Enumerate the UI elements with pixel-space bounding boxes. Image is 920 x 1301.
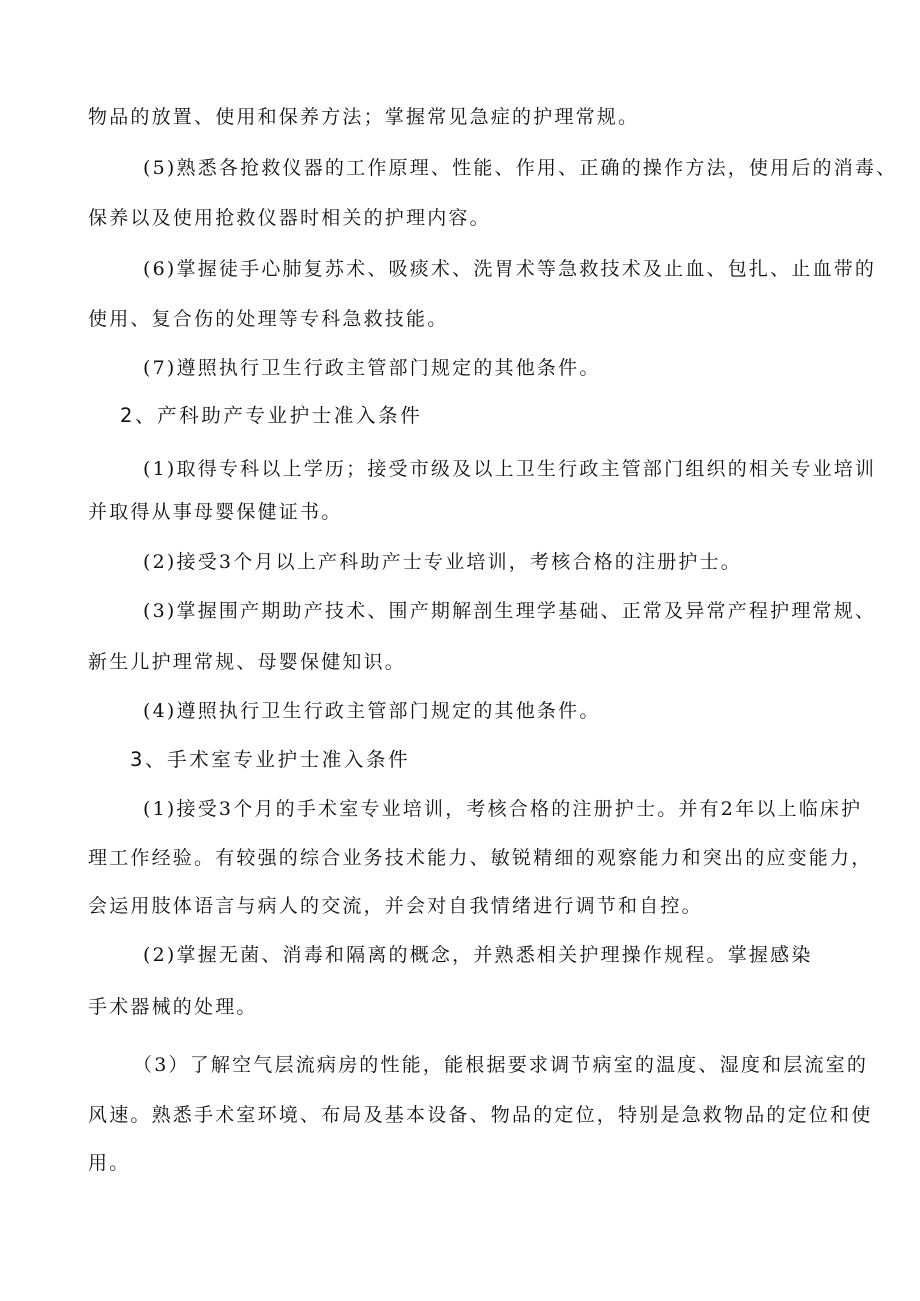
text-line: (4)遵照执行卫生行政主管部门规定的其他条件。 bbox=[143, 700, 601, 722]
text-line: (1)取得专科以上学历；接受市级及以上卫生行政主管部门组织的相关专业培训 bbox=[143, 458, 877, 480]
text-line: (5)熟悉各抢救仪器的工作原理、性能、作用、正确的操作方法，使用后的消毒、 bbox=[143, 157, 898, 179]
text-line: 保养以及使用抢救仪器时相关的护理内容。 bbox=[88, 207, 491, 229]
text-line: 手术器械的处理。 bbox=[88, 996, 258, 1018]
text-line: (2)掌握无菌、消毒和隔离的概念，并熟悉相关护理操作规程。掌握感染 bbox=[143, 944, 813, 966]
section-heading: 3、手术室专业护士准入条件 bbox=[130, 748, 411, 771]
text-line: 新生儿护理常规、母婴保健知识。 bbox=[88, 651, 407, 673]
text-line: 用。 bbox=[88, 1152, 131, 1174]
text-line: 并取得从事母婴保健证书。 bbox=[88, 501, 343, 523]
text-line: 使用、复合伤的处理等专科急救技能。 bbox=[88, 308, 449, 330]
text-line: (3)掌握围产期助产技术、围产期解剖生理学基础、正常及异常产程护理常规、 bbox=[143, 600, 877, 622]
text-line: (6)掌握徒手心肺复苏术、吸痰术、洗胃术等急救技术及止血、包扎、止血带的 bbox=[143, 258, 877, 280]
text-line: (7)遵照执行卫生行政主管部门规定的其他条件。 bbox=[143, 357, 601, 379]
text-line: 会运用肢体语言与病人的交流，并会对自我情绪进行调节和自控。 bbox=[88, 895, 703, 917]
section-heading: 2、产科助产专业护士准入条件 bbox=[120, 404, 423, 427]
text-line: (2)接受3个月以上产科助产士专业培训，考核合格的注册护士。 bbox=[143, 551, 743, 573]
text-line: 风速。熟悉手术室环境、布局及基本设备、物品的定位，特别是急救物品的定位和使 bbox=[88, 1104, 873, 1126]
text-line: （3）了解空气层流病房的性能，能根据要求调节病室的温度、湿度和层流室的 bbox=[133, 1054, 869, 1076]
text-line: 理工作经验。有较强的综合业务技术能力、敏锐精细的观察能力和突出的应变能力， bbox=[88, 847, 873, 869]
text-line: 物品的放置、使用和保养方法；掌握常见急症的护理常规。 bbox=[88, 106, 640, 128]
text-line: (1)接受3个月的手术室专业培训，考核合格的注册护士。并有2年以上临床护 bbox=[143, 798, 863, 820]
